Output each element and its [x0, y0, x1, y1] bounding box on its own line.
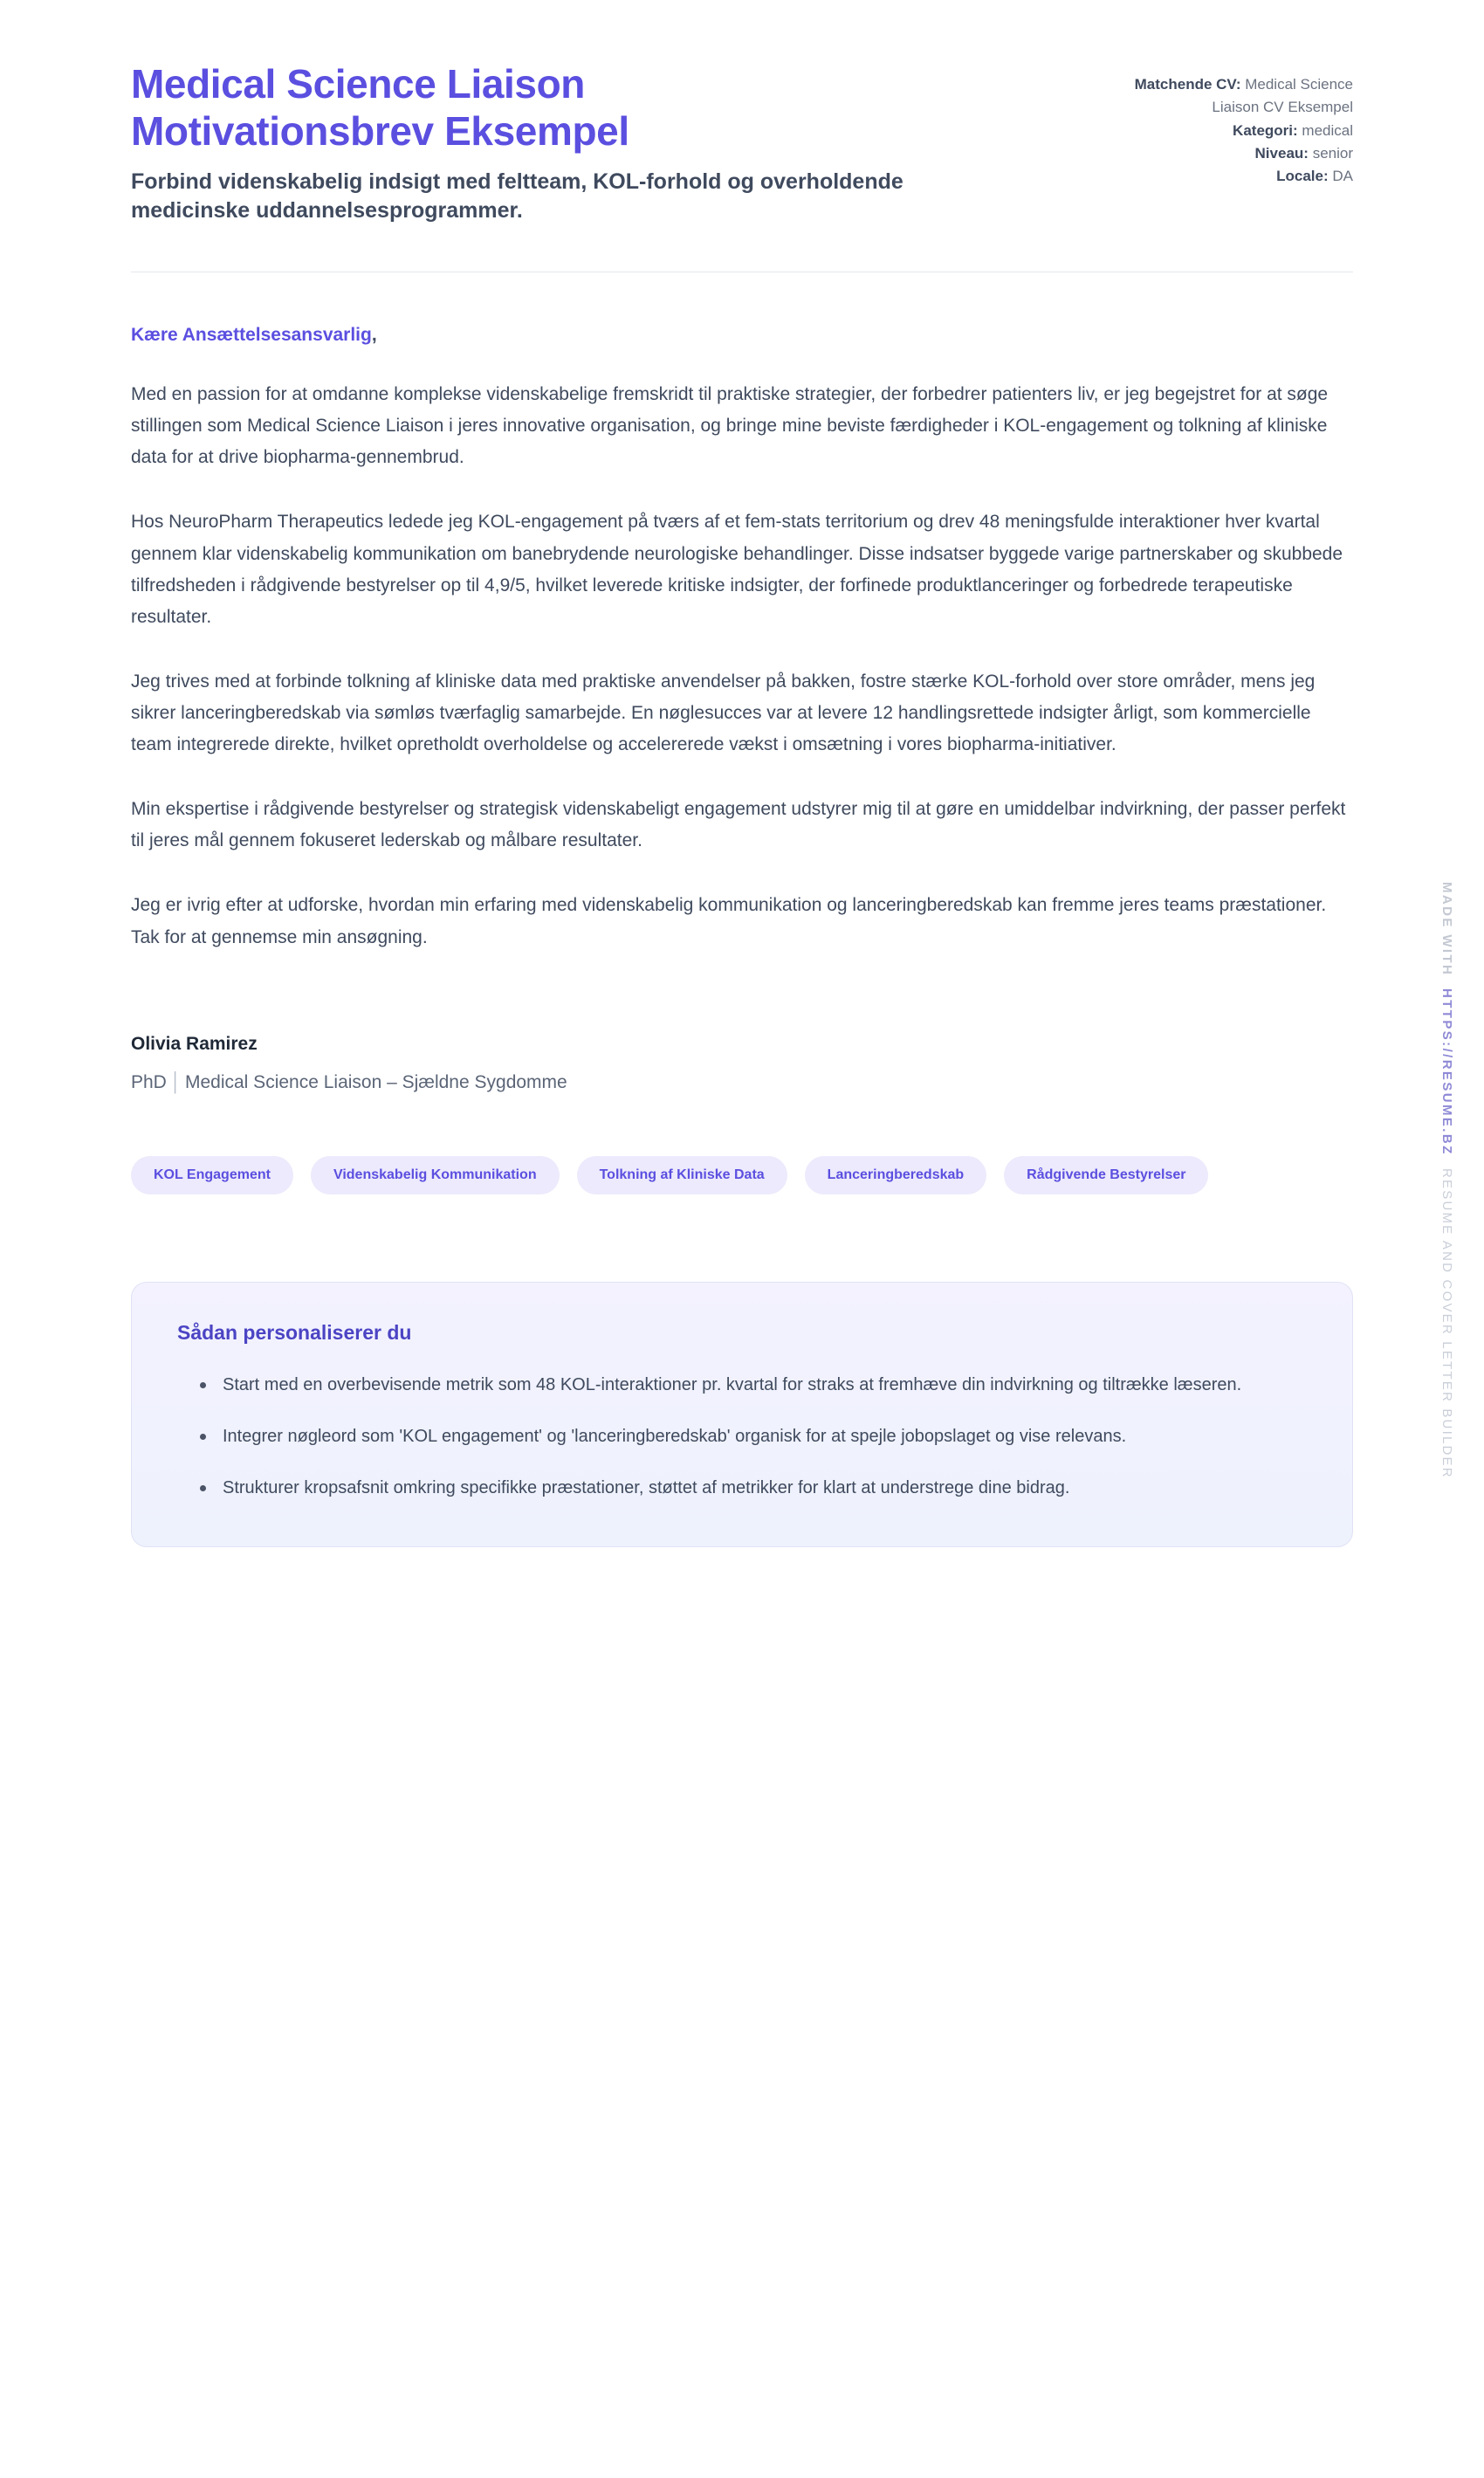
- letter-paragraph-5: Jeg er ivrig efter at udforske, hvordan min erfaring med videnskabelig kommunikation og lanceringberedskab kan fremme jeres teams præstationer. Tak for at gennemse min ansøgning.: [131, 895, 1327, 947]
- header-text-block: [131, 61, 1021, 226]
- skill-tag-list: [131, 1156, 1266, 1194]
- skill-tag[interactable]: Videnskabelig Kommunikation: [311, 1156, 560, 1194]
- meta-row-locale: [1091, 165, 1353, 188]
- meta-value-locale: DA: [1332, 168, 1353, 185]
- brand-url[interactable]: HTTPS://RESUME.BZ: [1439, 988, 1454, 1156]
- page-title: Medical Science Liaison Motivationsbrev Eksempel: [131, 61, 629, 154]
- meta-label-level: Niveau:: [1254, 145, 1309, 162]
- signature-credential: PhD: [131, 1071, 167, 1092]
- meta-label-category: Kategori:: [1233, 121, 1298, 139]
- side-brand-watermark: [1439, 882, 1454, 1479]
- meta-label-matching-cv: Matchende CV:: [1134, 76, 1241, 93]
- document-metadata: [1091, 61, 1353, 189]
- meta-value-matching-cv: Medical Science Liaison CV Eksempel: [1212, 76, 1353, 116]
- meta-value-category: medical: [1302, 121, 1353, 139]
- meta-label-locale: Locale:: [1276, 168, 1329, 185]
- list-item: Start med en overbevisende metrik som 48 KOL-interaktioner pr. kvartal for straks at fremhæve din indvirkning og tiltrække læseren.: [200, 1371, 1291, 1400]
- letter-paragraph-4: Min ekspertise i rådgivende bestyrelser og strategisk videnskabeligt engagement udstyrer mig til at gøre en umiddelbar indvirkning, der passer perfekt til jeres mål gennem fokuseret lederskab og målbare resultater.: [131, 799, 1346, 851]
- cover-letter-body: [131, 272, 1353, 953]
- signature-role: Medical Science Liaison – Sjældne Sygdomme: [184, 1071, 567, 1092]
- skill-tag[interactable]: Rådgivende Bestyrelser: [1004, 1156, 1208, 1194]
- tips-title: Sådan personaliserer du: [177, 1320, 412, 1344]
- skill-tag[interactable]: KOL Engagement: [131, 1156, 293, 1194]
- document-header: [131, 61, 1353, 226]
- meta-row-matching-cv: [1091, 73, 1353, 120]
- list-item: Strukturer kropsafsnit omkring specifikke præstationer, støttet af metrikker for klart at understrege dine bidrag.: [200, 1474, 1291, 1503]
- skill-tag[interactable]: Lanceringberedskab: [805, 1156, 987, 1194]
- page-subtitle: Forbind videnskabelig indsigt med feltteam, KOL-forhold og overholdende medicinske uddannelsesprogrammer.: [131, 169, 903, 224]
- signature-separator: │: [169, 1071, 182, 1092]
- personalization-tips-panel: [131, 1282, 1353, 1547]
- letter-paragraph-3: Jeg trives med at forbinde tolkning af kliniske data med praktiske anvendelser på bakken, fostre stærke KOL-forhold over store områder, mens jeg sikrer lanceringberedskab via sømløs tværfaglig samarbejde. En nøglesucces var at levere 12 handlingsrettede indsigter årligt, som kommercielle team integrerede direkte, hvilket opretholdt overholdelse og accelererede vækst i omsætning i vores biopharma-initiativer.: [131, 671, 1316, 755]
- meta-row-category: [1091, 120, 1353, 142]
- list-item: Integrer nøgleord som 'KOL engagement' og 'lanceringberedskab' organisk for at spejle jobopslaget og vise relevans.: [200, 1422, 1291, 1451]
- letter-paragraph-1: Med en passion for at omdanne komplekse videnskabelige fremskridt til praktiske strategier, der forbedrer patienters liv, er jeg begejstret for at søge stillingen som Medical Science Liaison i jeres innovative organisation, og bringe mine beviste færdigheder i KOL-engagement og tolkning af kliniske data for at drive biopharma-gennembrud.: [131, 384, 1329, 468]
- skill-tag[interactable]: Tolkning af Kliniske Data: [577, 1156, 787, 1194]
- tips-list: [177, 1371, 1307, 1503]
- brand-tagline: RESUME AND COVER LETTER BUILDER: [1439, 1167, 1454, 1479]
- letter-paragraph-2: Hos NeuroPharm Therapeutics ledede jeg KOL-engagement på tværs af et fem-stats territorium og drev 48 meningsfulde interaktioner hver kvartal gennem klar videnskabelig kommunikation om banebrydende neurologiske behandlinger. Disse indsatser byggede varige partnerskaber og skubbede tilfredsheden i rådgivende bestyrelser op til 4,9/5, hvilket leverede kritiske indsigter, der forfinede produktlanceringer og forbedrede terapeutiske resultater.: [131, 512, 1343, 627]
- salutation-text: Kære Ansættelsesansvarlig: [131, 325, 372, 346]
- signature-name: Olivia Ramirez: [131, 1033, 258, 1054]
- meta-row-level: [1091, 142, 1353, 165]
- letter-salutation: [131, 325, 1353, 346]
- signature-block: [131, 1034, 1353, 1093]
- meta-value-level: senior: [1312, 145, 1353, 162]
- salutation-comma: ,: [371, 325, 377, 346]
- brand-made-with-label: MADE WITH: [1439, 882, 1454, 977]
- signature-role-line: [131, 1072, 1353, 1093]
